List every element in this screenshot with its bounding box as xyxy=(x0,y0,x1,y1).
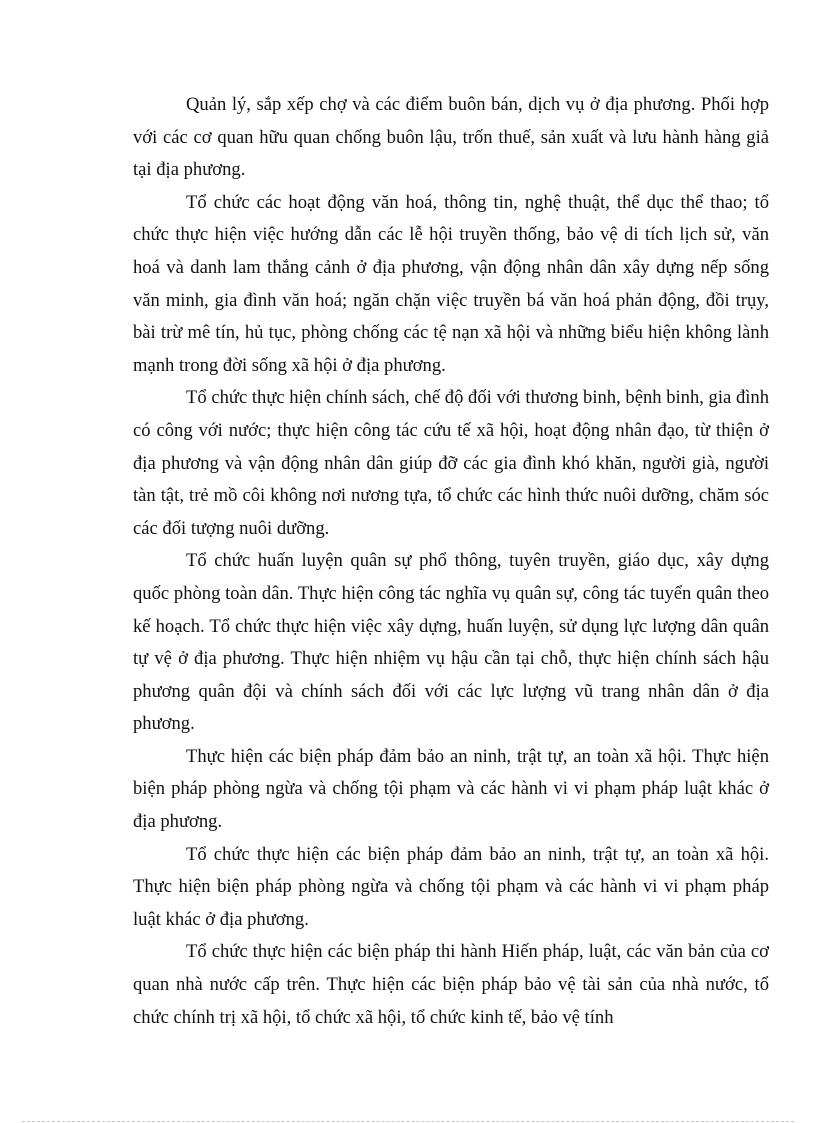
page-bottom-divider xyxy=(22,1121,794,1122)
paragraph-military-training: Tổ chức huấn luyện quân sự phổ thông, tuyên truyền, giáo dục, xây dựng quốc phòng toàn dân. Thực hiện công tác nghĩa vụ quân sự, công tác tuyển quân theo kế hoạch. Tổ chức thực hiện việc xây dựng, huấn luyện, sử dụng lực lượng dân quân tự vệ ở địa phương. Thực hiện nhiệm vụ hậu cần tại chỗ, thực hiện chính sách hậu phương quân đội và chính sách đối với các lực lượng vũ trang nhân dân ở địa phương. xyxy=(133,550,769,735)
document-body xyxy=(133,89,769,1034)
paragraph-social-policy: Tổ chức thực hiện chính sách, chế độ đối với thương binh, bệnh binh, gia đình có công với nước; thực hiện công tác cứu tế xã hội, hoạt động nhân đạo, từ thiện ở địa phương và vận động nhân dân giúp đỡ các gia đình khó khăn, người già, người tàn tật, trẻ mồ côi không nơi nương tựa, tổ chức các hình thức nuôi dưỡng, chăm sóc các đối tượng nuôi dưỡng. xyxy=(133,387,769,539)
paragraph-culture-activities: Tổ chức các hoạt động văn hoá, thông tin, nghệ thuật, thể dục thể thao; tổ chức thực hiện việc hướng dẫn các lễ hội truyền thống, bảo vệ di tích lịch sử, văn hoá và danh lam thắng cảnh ở địa phương, vận động nhân dân xây dựng nếp sống văn minh, gia đình văn hoá; ngăn chặn việc truyền bá văn hoá phản động, đồi trụy, bài trừ mê tín, hủ tục, phòng chống các tệ nạn xã hội và những biểu hiện không lành mạnh trong đời sống xã hội ở địa phương. xyxy=(133,191,769,376)
paragraph-security-measures: Thực hiện các biện pháp đảm bảo an ninh, trật tự, an toàn xã hội. Thực hiện biện pháp phòng ngừa và chống tội phạm và các hành vi vi phạm pháp luật khác ở địa phương. xyxy=(133,745,769,833)
paragraph-law-enforcement: Tổ chức thực hiện các biện pháp thi hành Hiến pháp, luật, các văn bản của cơ quan nhà nước cấp trên. Thực hiện các biện pháp bảo vệ tài sản của nhà nước, tổ chức chính trị xã hội, tổ chức xã hội, tổ chức kinh tế, bảo vệ tính xyxy=(133,941,769,1028)
paragraph-security-measures-repeat: Tổ chức thực hiện các biện pháp đảm bảo an ninh, trật tự, an toàn xã hội. Thực hiện biện pháp phòng ngừa và chống tội phạm và các hành vi vi phạm pháp luật khác ở địa phương. xyxy=(133,843,769,930)
paragraph-market-management: Quản lý, sắp xếp chợ và các điểm buôn bán, dịch vụ ở địa phương. Phối hợp với các cơ quan hữu quan chống buôn lậu, trốn thuế, sản xuất và lưu hành hàng giả tại địa phương. xyxy=(133,94,769,181)
